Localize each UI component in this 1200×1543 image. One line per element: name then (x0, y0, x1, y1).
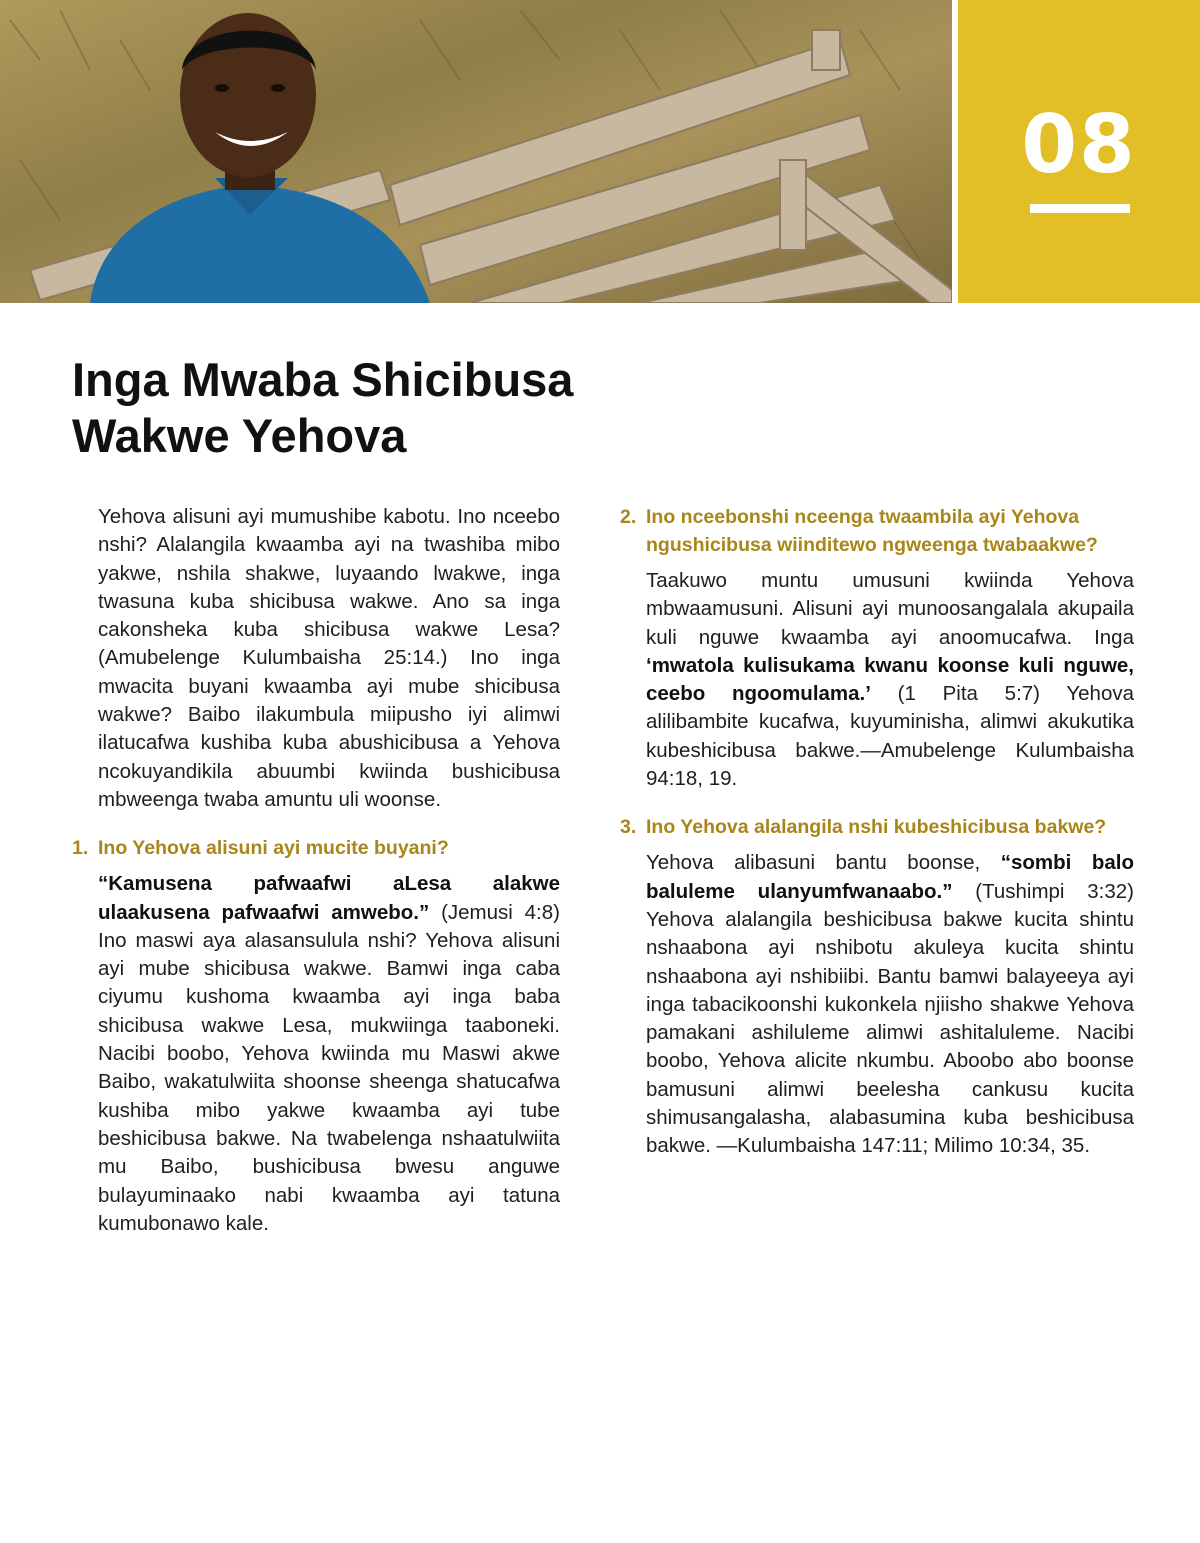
section-1-number: 1. (72, 837, 89, 860)
page-title-line-1: Inga Mwaba Shicibusa (72, 353, 574, 406)
lesson-number-box (958, 0, 1200, 303)
section-1-quote: “Kamusena pafwaafwi aLesa alakwe ulaakusena pafwaafwi amwebo.” (98, 872, 560, 924)
section-2-text-2: (1 Pita 5:7) Yehova alilibambite kucafwa, kuyuminisha, alimwi akukutika kubeshicibusa bakwe.—Amubelenge Kulumbaisha 94:18, 19. (646, 682, 1134, 791)
intro-paragraph: Yehova alisuni ayi mumushibe kabotu. Ino nceebo nshi? Alalangila kwaamba ayi na twashiba mibo yakwe, nshila shakwe, luyaando lwakwe, inga twasuna kuba shicibusa wakwe. Ano sa inga cakonsheka kuba shicibusa wakwe Lesa? (Amubelenge Kulumbaisha 25:14.) Ino inga mwacita buyani kwaamba ayi mube shicibusa wakwe? Baibo ilakumbula miipusho iyi alimwi ilatucafwa kushiba kuba abushicibusa a Yehova ncokuyandikila abuumbi kwiinda bushicibusa mbweenga twaba amuntu uli woonse. (98, 505, 560, 811)
section-1 (72, 834, 560, 1238)
lesson-number: 08 (1021, 98, 1137, 191)
page-title-line-2: Wakwe Yehova (72, 409, 407, 462)
section-2-quote: ‘mwatola kulisukama kwanu koonse kuli nguwe, ceebo ngoomulama.’ (646, 653, 1134, 706)
section-1-question-text: Ino Yehova alisuni ayi mucite buyani? (98, 837, 449, 860)
section-2-answer (620, 567, 1134, 793)
lesson-number-underline (1030, 204, 1130, 213)
section-1-text: (Jemusi 4:8) Ino maswi aya alasansulula nshi? Yehova alisuni ayi mube shicibusa wakwe. Bamwi inga caba ciyumu kushoma kwaamba ayi inga baba shicibusa wakwe Lesa, mukwiinga taaboneki. Nacibi boobo, Yehova kwiinda mu Maswi akwe Baibo, wakatulwiita shoonse sheenga shatucafwa kushiba mibo yakwe kwaamba ayi tube beshicibusa bakwe. Na twabelenga nshaatulwiita mu Baibo, bushicibusa bwesu anguwe bulayuminaako nabi kwaamba ayi tatuna kumubonawo kale. (98, 900, 560, 1235)
right-column (620, 503, 1134, 1161)
section-3 (620, 813, 1134, 1160)
section-2-text-1: Taakuwo muntu umusuni kwiinda Yehova mbwaamusuni. Alisuni ayi munoosangalala akupaila kuli nguwe kwaamba ayi anoomucafwa. Inga (646, 569, 1134, 649)
section-3-text-1: Yehova alibasuni bantu boonse, (646, 851, 1001, 875)
section-2-question-text: Ino nceebonshi nceenga twaambila ayi Yehova ngushicibusa wiinditewo ngweenga twabaakwe? (646, 506, 1098, 556)
section-3-text-2: (Tushimpi 3:32) Yehova alalangila beshicibusa bakwe kucita shintu nshaabona ayi nshibotu akuleya kucita shintu nshaabona ayi nshibiibi. Bantu bamwi balayeeya ayi inga tabacikoonshi kukonkela njiisho shakwe Yehova pamakani ashiluleme alimwi ashitaluleme. Nacibi boobo, Yehova alicite nkumbu. Aboobo abo boonse bamusuni alimwi beelesha cankusu kucita shimusangalasha, alabasumina kuba beshicibusa bakwe. —Kulumbaisha 147:11; Milimo 10:34, 35. (646, 879, 1135, 1158)
section-3-quote: “sombi balo baluleme ulanyumfwanaabo.” (646, 851, 1134, 903)
section-1-answer (72, 870, 560, 1238)
left-column (72, 503, 560, 1238)
section-3-number: 3. (620, 816, 637, 839)
section-3-answer (620, 849, 1134, 1160)
section-1-question (72, 834, 560, 862)
section-3-question-text: Ino Yehova alalangila nshi kubeshicibusa bakwe? (646, 816, 1107, 839)
page-title (72, 352, 772, 464)
section-2-number: 2. (620, 506, 637, 528)
section-2 (620, 503, 1134, 793)
hero-photo (0, 0, 952, 303)
section-3-question (620, 813, 1134, 841)
section-2-question (620, 503, 1134, 559)
man-on-bench-illustration (0, 0, 952, 303)
